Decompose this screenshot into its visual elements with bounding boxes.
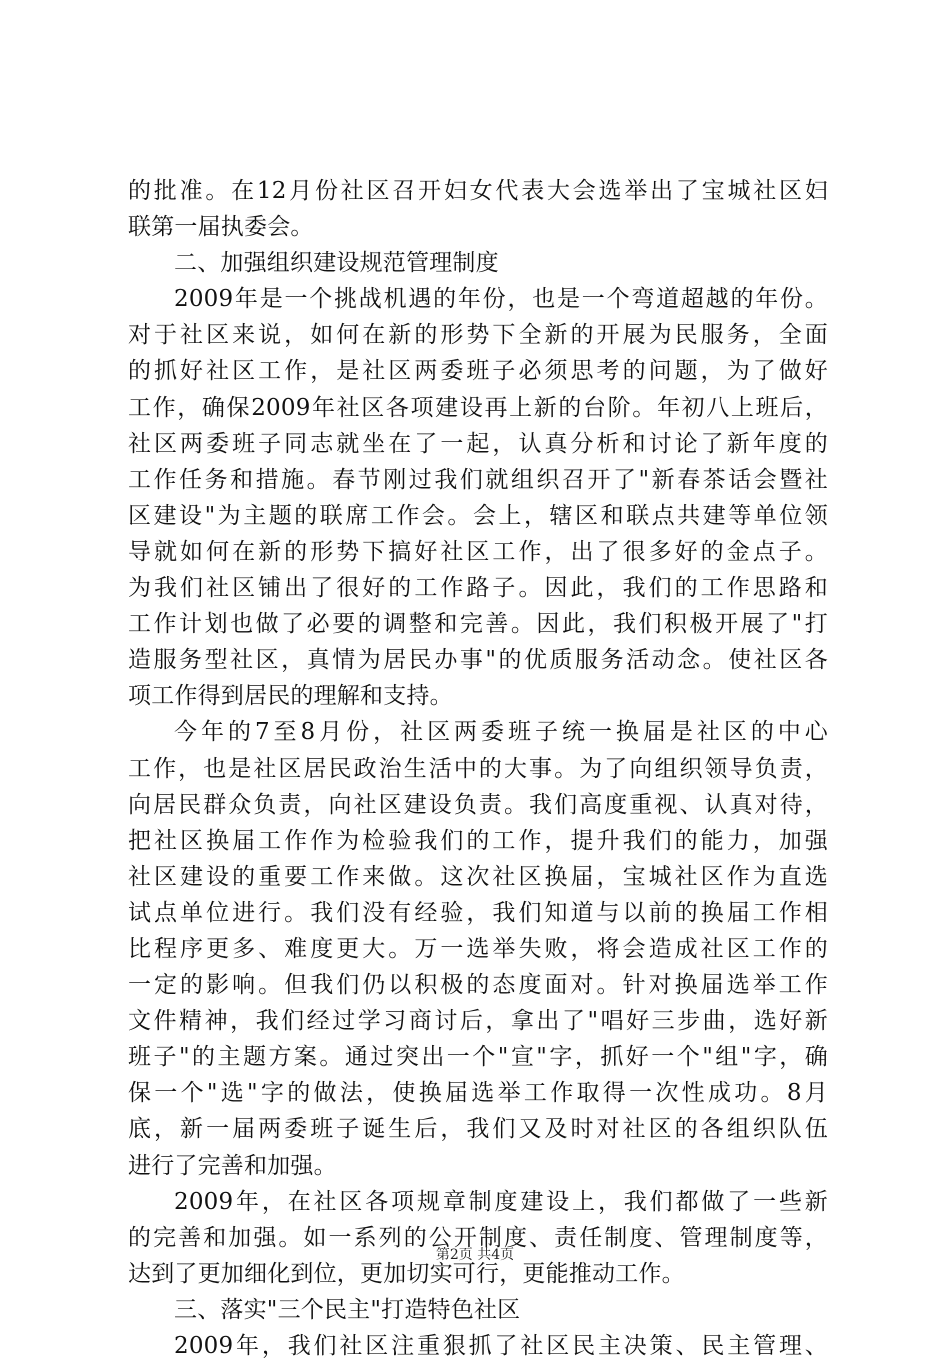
text-line: 的批准。在12月份社区召开妇女代表大会选举出了宝城社区妇 xyxy=(128,178,828,204)
text-line: 2009年是一个挑战机遇的年份，也是一个弯道超越的年份。 xyxy=(174,286,828,313)
text-line: 工作任务和措施。春节刚过我们就组织召开了"新春茶话会暨社 xyxy=(128,466,828,493)
text-line: 保一个"选"字的做法，使换届选举工作取得一次性成功。8月 xyxy=(128,1080,828,1107)
text-line: 的抓好社区工作，是社区两委班子必须思考的问题，为了做好 xyxy=(128,358,828,385)
text-line: 二、加强组织建设规范管理制度 xyxy=(174,250,499,277)
text-line: 一定的影响。但我们仍以积极的态度面对。针对换届选举工作 xyxy=(128,972,828,999)
text-line: 向居民群众负责，向社区建设负责。我们高度重视、认真对待， xyxy=(128,791,828,818)
text-line: 造服务型社区，真情为居民办事"的优质服务活动念。使社区各 xyxy=(128,647,828,674)
text-line: 的完善和加强。如一系列的公开制度、责任制度、管理制度等， xyxy=(128,1224,828,1251)
text-line: 项工作得到居民的理解和支持。 xyxy=(128,683,453,710)
text-line: 把社区换届工作作为检验我们的工作，提升我们的能力，加强 xyxy=(128,827,828,854)
text-line: 导就如何在新的形势下搞好社区工作，出了很多好的金点子。 xyxy=(128,538,828,565)
text-line: 比程序更多、难度更大。万一选举失败，将会造成社区工作的 xyxy=(128,935,828,962)
text-line: 2009年，我们社区注重狠抓了社区民主决策、民主管理、 xyxy=(174,1333,828,1359)
text-line: 工作计划也做了必要的调整和完善。因此，我们积极开展了"打 xyxy=(128,611,828,638)
document-body xyxy=(128,173,828,1364)
text-line: 三、落实"三个民主"打造特色社区 xyxy=(174,1296,521,1323)
text-line: 达到了更加细化到位，更加切实可行，更能推动工作。 xyxy=(128,1260,685,1287)
page-footer: 第2页 共4页 xyxy=(435,1247,515,1263)
text-line: 联第一届执委会。 xyxy=(128,214,314,241)
text-line: 今年的7至8月份，社区两委班子统一换届是社区的中心 xyxy=(174,719,828,746)
text-line: 社区建设的重要工作来做。这次社区换届，宝城社区作为直选 xyxy=(128,863,828,890)
text-line: 社区两委班子同志就坐在了一起，认真分析和讨论了新年度的 xyxy=(128,430,828,457)
text-line: 区建设"为主题的联席工作会。会上，辖区和联点共建等单位领 xyxy=(128,502,828,529)
text-line: 工作，也是社区居民政治生活中的大事。为了向组织领导负责， xyxy=(128,755,828,782)
text-line: 为我们社区铺出了很好的工作路子。因此，我们的工作思路和 xyxy=(128,575,828,602)
text-line: 班子"的主题方案。通过突出一个"宣"字，抓好一个"组"字，确 xyxy=(128,1044,828,1071)
text-line: 进行了完善和加强。 xyxy=(128,1152,337,1179)
text-line: 文件精神，我们经过学习商讨后，拿出了"唱好三步曲，选好新 xyxy=(128,1008,828,1035)
text-line: 试点单位进行。我们没有经验，我们知道与以前的换届工作相 xyxy=(128,899,828,926)
text-line: 底，新一届两委班子诞生后，我们又及时对社区的各组织队伍 xyxy=(128,1116,828,1143)
text-line: 工作，确保2009年社区各项建设再上新的台阶。年初八上班后， xyxy=(128,394,828,421)
text-line: 2009年，在社区各项规章制度建设上，我们都做了一些新 xyxy=(174,1188,828,1215)
text-line: 对于社区来说，如何在新的形势下全新的开展为民服务，全面 xyxy=(128,322,828,349)
